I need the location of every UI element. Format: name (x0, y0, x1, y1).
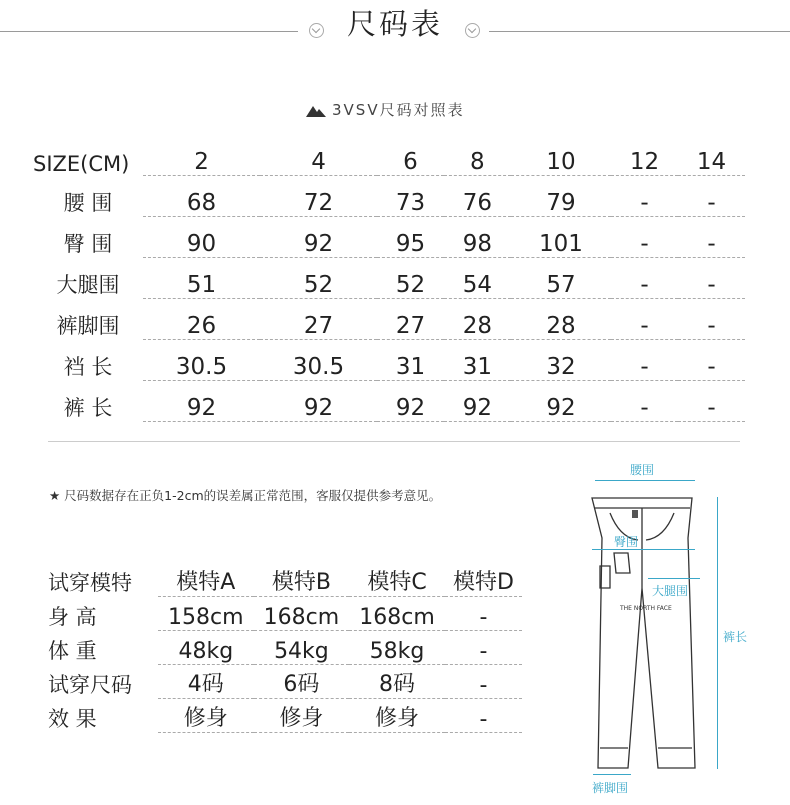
hip-label: 臀围 (614, 535, 639, 549)
section-divider (48, 441, 740, 442)
size-header-label: SIZE(CM) (33, 151, 130, 176)
mountain-icon (306, 105, 326, 117)
table-row (48, 699, 522, 733)
table-cell: 98 (444, 217, 511, 258)
size-table (33, 135, 745, 422)
size-col-header: 12 (611, 135, 678, 176)
length-label: 裤长 (723, 630, 748, 644)
size-col-header: 10 (511, 135, 611, 176)
table-cell: 修身 (254, 699, 350, 733)
table-cell: 52 (260, 258, 377, 299)
row-label: 大腿围 (56, 272, 120, 297)
row-label: 裆 长 (63, 354, 113, 379)
header-rule-right (489, 31, 790, 32)
table-cell: 92 (377, 381, 444, 422)
pants-diagram (580, 478, 715, 778)
table-cell: 72 (260, 176, 377, 217)
table-cell: 92 (143, 381, 260, 422)
hip-dimension-line (592, 549, 695, 550)
table-cell: - (445, 699, 522, 733)
waist-label: 腰围 (630, 463, 655, 477)
table-row (33, 217, 745, 258)
model-col-header: 模特B (254, 563, 350, 597)
brand-logo: THE NORTH FACE (620, 605, 672, 612)
table-row (33, 258, 745, 299)
table-cell: - (678, 176, 745, 217)
table-cell: 修身 (349, 699, 445, 733)
table-cell: - (445, 665, 522, 699)
table-cell: - (611, 340, 678, 381)
table-cell: 修身 (158, 699, 254, 733)
table-cell: - (678, 258, 745, 299)
table-cell: 95 (377, 217, 444, 258)
table-cell: 76 (444, 176, 511, 217)
model-header-row (48, 563, 522, 597)
size-col-header: 6 (377, 135, 444, 176)
size-note: ★ 尺码数据存在正负1-2cm的误差属正常范围，客服仅提供参考意见。 (49, 488, 442, 503)
table-cell: 54 (444, 258, 511, 299)
table-row (33, 299, 745, 340)
table-row (33, 340, 745, 381)
table-cell: 27 (377, 299, 444, 340)
row-label: 体 重 (48, 638, 97, 663)
table-cell: 79 (511, 176, 611, 217)
table-cell: 51 (143, 258, 260, 299)
table-cell: 4码 (158, 665, 254, 699)
size-col-header: 2 (143, 135, 260, 176)
model-header-label: 试穿模特 (48, 570, 132, 595)
table-cell: 168cm (349, 597, 445, 631)
table-cell: - (678, 299, 745, 340)
table-cell: 31 (377, 340, 444, 381)
table-cell: 31 (444, 340, 511, 381)
length-dimension-line (717, 497, 718, 769)
table-cell: 6码 (254, 665, 350, 699)
table-row (33, 381, 745, 422)
waist-dimension-line (595, 480, 695, 481)
table-cell: 68 (143, 176, 260, 217)
table-cell: 48kg (158, 631, 254, 665)
table-row (48, 597, 522, 631)
table-cell: - (611, 176, 678, 217)
table-cell: - (678, 381, 745, 422)
table-row (48, 665, 522, 699)
row-label: 试穿尺码 (48, 672, 132, 697)
row-label: 臀 围 (63, 231, 113, 256)
table-cell: - (445, 631, 522, 665)
row-label: 效 果 (48, 706, 97, 731)
table-row (48, 631, 522, 665)
table-cell: 92 (260, 217, 377, 258)
table-cell: - (611, 381, 678, 422)
table-cell: 30.5 (260, 340, 377, 381)
table-cell: 92 (260, 381, 377, 422)
table-cell: 52 (377, 258, 444, 299)
row-label: 裤 长 (63, 395, 113, 420)
table-cell: 28 (444, 299, 511, 340)
model-col-header: 模特A (158, 563, 254, 597)
table-cell: 27 (260, 299, 377, 340)
hem-label: 裤脚围 (592, 781, 629, 795)
chevron-down-icon (465, 23, 480, 38)
size-col-header: 8 (444, 135, 511, 176)
table-cell: 58kg (349, 631, 445, 665)
table-cell: - (611, 217, 678, 258)
table-cell: - (678, 340, 745, 381)
table-cell: 101 (511, 217, 611, 258)
table-cell: 73 (377, 176, 444, 217)
model-col-header: 模特D (445, 563, 522, 597)
table-cell: 8码 (349, 665, 445, 699)
table-cell: - (611, 299, 678, 340)
hem-dimension-line (593, 774, 631, 775)
thigh-label: 大腿围 (652, 584, 689, 598)
row-label: 腰 围 (63, 190, 113, 215)
table-cell: 57 (511, 258, 611, 299)
table-cell: 90 (143, 217, 260, 258)
table-cell: 28 (511, 299, 611, 340)
size-col-header: 14 (678, 135, 745, 176)
table-cell: - (445, 597, 522, 631)
table-cell: 92 (444, 381, 511, 422)
table-subtitle (306, 99, 465, 120)
page-title: 尺码表 (346, 7, 443, 41)
table-cell: 54kg (254, 631, 350, 665)
table-cell: - (611, 258, 678, 299)
table-cell: 168cm (254, 597, 350, 631)
table-row (33, 176, 745, 217)
table-cell: - (678, 217, 745, 258)
model-table (48, 563, 522, 733)
table-cell: 26 (143, 299, 260, 340)
table-cell: 92 (511, 381, 611, 422)
thigh-dimension-line (648, 578, 700, 579)
row-label: 裤脚围 (56, 313, 120, 338)
table-cell: 158cm (158, 597, 254, 631)
model-col-header: 模特C (349, 563, 445, 597)
subtitle-text: 3VSV尺码对照表 (332, 101, 465, 119)
row-label: 身 高 (48, 604, 97, 629)
size-col-header: 4 (260, 135, 377, 176)
table-cell: 30.5 (143, 340, 260, 381)
table-cell: 32 (511, 340, 611, 381)
size-header-row (33, 135, 745, 176)
